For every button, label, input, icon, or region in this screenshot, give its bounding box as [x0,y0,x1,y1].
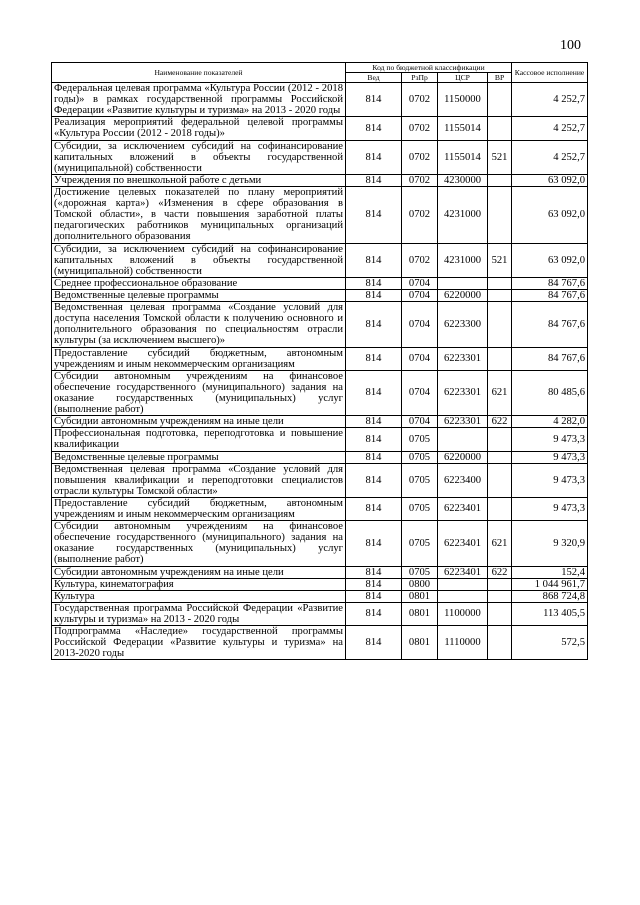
row-csr [438,578,488,590]
row-ved: 814 [346,578,402,590]
row-name: Субсидии автономным учреждениям на иные цели [52,416,346,428]
row-ved: 814 [346,521,402,566]
row-ved: 814 [346,590,402,602]
row-ved: 814 [346,463,402,497]
row-ved: 814 [346,428,402,451]
row-vr: 622 [488,416,512,428]
row-rzpr: 0702 [402,117,438,140]
row-amount: 84 767,6 [512,289,588,301]
row-name: Подпрограмма «Наследие» государственной программы Российской Федерации «Развитие культуры и туризма» на 2013-2020 годы [52,626,346,660]
row-csr: 6223301 [438,416,488,428]
row-vr [488,302,512,347]
row-csr: 6223401 [438,497,488,520]
row-rzpr: 0800 [402,578,438,590]
row-ved: 814 [346,140,402,174]
row-vr [488,186,512,243]
row-ved: 814 [346,347,402,370]
table-row [52,347,588,370]
table-row [52,602,588,625]
table-row [52,626,588,660]
row-ved: 814 [346,302,402,347]
table-row [52,83,588,117]
header-ved: Вед [346,73,402,83]
table-row [52,289,588,301]
row-csr: 1155014 [438,140,488,174]
row-name: Достижение целевых показателей по плану мероприятий («дорожная карта») «Изменения в сфере образования в Томской области», в части повышения заработной платы педагогических работников муниципальных организаций дополнительного образования [52,186,346,243]
row-amount: 1 044 961,7 [512,578,588,590]
row-vr [488,463,512,497]
row-amount: 63 092,0 [512,186,588,243]
table-row [52,463,588,497]
table-row [52,521,588,566]
row-name: Федеральная целевая программа «Культура России (2012 - 2018 годы)» в рамках государственной программы Российской Федерации «Развитие культуры и туризма» на 2013 - 2020 годы [52,83,346,117]
table-body [52,83,588,660]
row-name: Субсидии автономным учреждениям на финансовое обеспечение государственного (муниципального) задания на оказание государственных (муниципальных) услуг (выполнение работ) [52,370,346,415]
row-ved: 814 [346,289,402,301]
row-ved: 814 [346,370,402,415]
row-rzpr: 0705 [402,428,438,451]
row-vr: 521 [488,140,512,174]
row-name: Среднее профессиональное образование [52,277,346,289]
row-name: Культура [52,590,346,602]
row-vr [488,174,512,186]
header-vr: ВР [488,73,512,83]
row-name: Ведомственная целевая программа «Создание условий для повышения квалификации и переподготовки специалистов отрасли культуры Томской области» [52,463,346,497]
row-vr: 622 [488,566,512,578]
row-csr: 1155014 [438,117,488,140]
table-row [52,416,588,428]
row-rzpr: 0702 [402,140,438,174]
row-csr: 6223301 [438,370,488,415]
row-rzpr: 0705 [402,463,438,497]
row-name: Ведомственные целевые программы [52,451,346,463]
row-amount: 4 282,0 [512,416,588,428]
row-csr: 6223301 [438,347,488,370]
row-ved: 814 [346,174,402,186]
row-vr [488,117,512,140]
row-ved: 814 [346,497,402,520]
row-csr [438,590,488,602]
row-ved: 814 [346,117,402,140]
row-csr: 6223401 [438,566,488,578]
row-vr [488,451,512,463]
row-csr: 6220000 [438,451,488,463]
row-amount: 9 473,3 [512,497,588,520]
row-ved: 814 [346,416,402,428]
row-rzpr: 0702 [402,243,438,277]
table-row [52,451,588,463]
header-csr: ЦСР [438,73,488,83]
row-name: Государственная программа Российской Федерации «Развитие культуры и туризма» на 2013 - 2020 годы [52,602,346,625]
budget-table [51,62,588,660]
row-csr: 6223400 [438,463,488,497]
row-amount: 84 767,6 [512,302,588,347]
header-code-group: Код по бюджетной классификации [346,63,512,73]
row-vr [488,83,512,117]
row-name: Профессиональная подготовка, переподготовка и повышение квалификации [52,428,346,451]
row-amount: 80 485,6 [512,370,588,415]
table-row [52,140,588,174]
row-amount: 113 405,5 [512,602,588,625]
row-ved: 814 [346,277,402,289]
table-row [52,370,588,415]
row-rzpr: 0705 [402,451,438,463]
row-amount: 84 767,6 [512,347,588,370]
row-csr: 1100000 [438,602,488,625]
row-vr [488,578,512,590]
table-row [52,590,588,602]
table-row [52,174,588,186]
table-row [52,117,588,140]
row-amount: 4 252,7 [512,117,588,140]
row-rzpr: 0704 [402,416,438,428]
row-vr: 621 [488,370,512,415]
row-csr: 1110000 [438,626,488,660]
row-rzpr: 0704 [402,277,438,289]
row-name: Ведомственная целевая программа «Создание условий для доступа населения Томской области к получению основного и дополнительного образования по специальностям отрасли культуры (за исключением высшего)» [52,302,346,347]
row-rzpr: 0704 [402,302,438,347]
row-vr [488,277,512,289]
row-amount: 9 473,3 [512,463,588,497]
row-rzpr: 0705 [402,566,438,578]
row-amount: 9 473,3 [512,428,588,451]
row-ved: 814 [346,186,402,243]
row-rzpr: 0702 [402,186,438,243]
row-csr: 4230000 [438,174,488,186]
row-vr [488,347,512,370]
table-row [52,497,588,520]
table-row [52,277,588,289]
row-rzpr: 0702 [402,83,438,117]
row-amount: 868 724,8 [512,590,588,602]
row-rzpr: 0704 [402,289,438,301]
row-amount: 4 252,7 [512,83,588,117]
row-name: Реализация мероприятий федеральной целевой программы «Культура России (2012 - 2018 годы)» [52,117,346,140]
row-amount: 9 473,3 [512,451,588,463]
row-rzpr: 0702 [402,174,438,186]
row-vr [488,428,512,451]
row-rzpr: 0801 [402,590,438,602]
row-csr: 6223300 [438,302,488,347]
header-name-column: Наименование показателей [52,63,346,83]
table-row [52,566,588,578]
row-name: Предоставление субсидий бюджетным, автономным учреждениям и иным некоммерческим организациям [52,347,346,370]
row-name: Субсидии, за исключением субсидий на софинансирование капитальных вложений в объекты государственной (муниципальной) собственности [52,243,346,277]
header-amount-column: Кассовое исполнение [512,63,588,83]
table-row [52,243,588,277]
row-vr: 621 [488,521,512,566]
row-ved: 814 [346,626,402,660]
row-name: Учреждения по внешкольной работе с детьми [52,174,346,186]
row-vr [488,289,512,301]
row-csr: 6220000 [438,289,488,301]
row-csr [438,277,488,289]
row-ved: 814 [346,83,402,117]
table-row [52,302,588,347]
row-rzpr: 0801 [402,602,438,625]
row-amount: 572,5 [512,626,588,660]
row-name: Предоставление субсидий бюджетным, автономным учреждениям и иным некоммерческим организациям [52,497,346,520]
row-amount: 63 092,0 [512,174,588,186]
row-ved: 814 [346,243,402,277]
row-ved: 814 [346,602,402,625]
row-amount: 152,4 [512,566,588,578]
row-vr [488,626,512,660]
row-name: Субсидии, за исключением субсидий на софинансирование капитальных вложений в объекты государственной (муниципальной) собственности [52,140,346,174]
page-number: 100 [560,38,581,53]
row-csr: 6223401 [438,521,488,566]
row-amount: 84 767,6 [512,277,588,289]
header-rzpr: РзПр [402,73,438,83]
row-ved: 814 [346,451,402,463]
table-row [52,578,588,590]
row-rzpr: 0704 [402,370,438,415]
row-amount: 9 320,9 [512,521,588,566]
row-vr: 521 [488,243,512,277]
row-csr: 4231000 [438,243,488,277]
row-vr [488,497,512,520]
row-ved: 814 [346,566,402,578]
table-row [52,428,588,451]
row-csr: 1150000 [438,83,488,117]
row-rzpr: 0705 [402,521,438,566]
row-vr [488,602,512,625]
row-name: Культура, кинематография [52,578,346,590]
row-rzpr: 0705 [402,497,438,520]
row-rzpr: 0801 [402,626,438,660]
row-rzpr: 0704 [402,347,438,370]
row-name: Субсидии автономным учреждениям на финансовое обеспечение государственного (муниципального) задания на оказание государственных (муниципальных) услуг (выполнение работ) [52,521,346,566]
row-name: Ведомственные целевые программы [52,289,346,301]
row-csr [438,428,488,451]
table-row [52,186,588,243]
row-name: Субсидии автономным учреждениям на иные цели [52,566,346,578]
row-amount: 63 092,0 [512,243,588,277]
row-csr: 4231000 [438,186,488,243]
row-amount: 4 252,7 [512,140,588,174]
row-vr [488,590,512,602]
